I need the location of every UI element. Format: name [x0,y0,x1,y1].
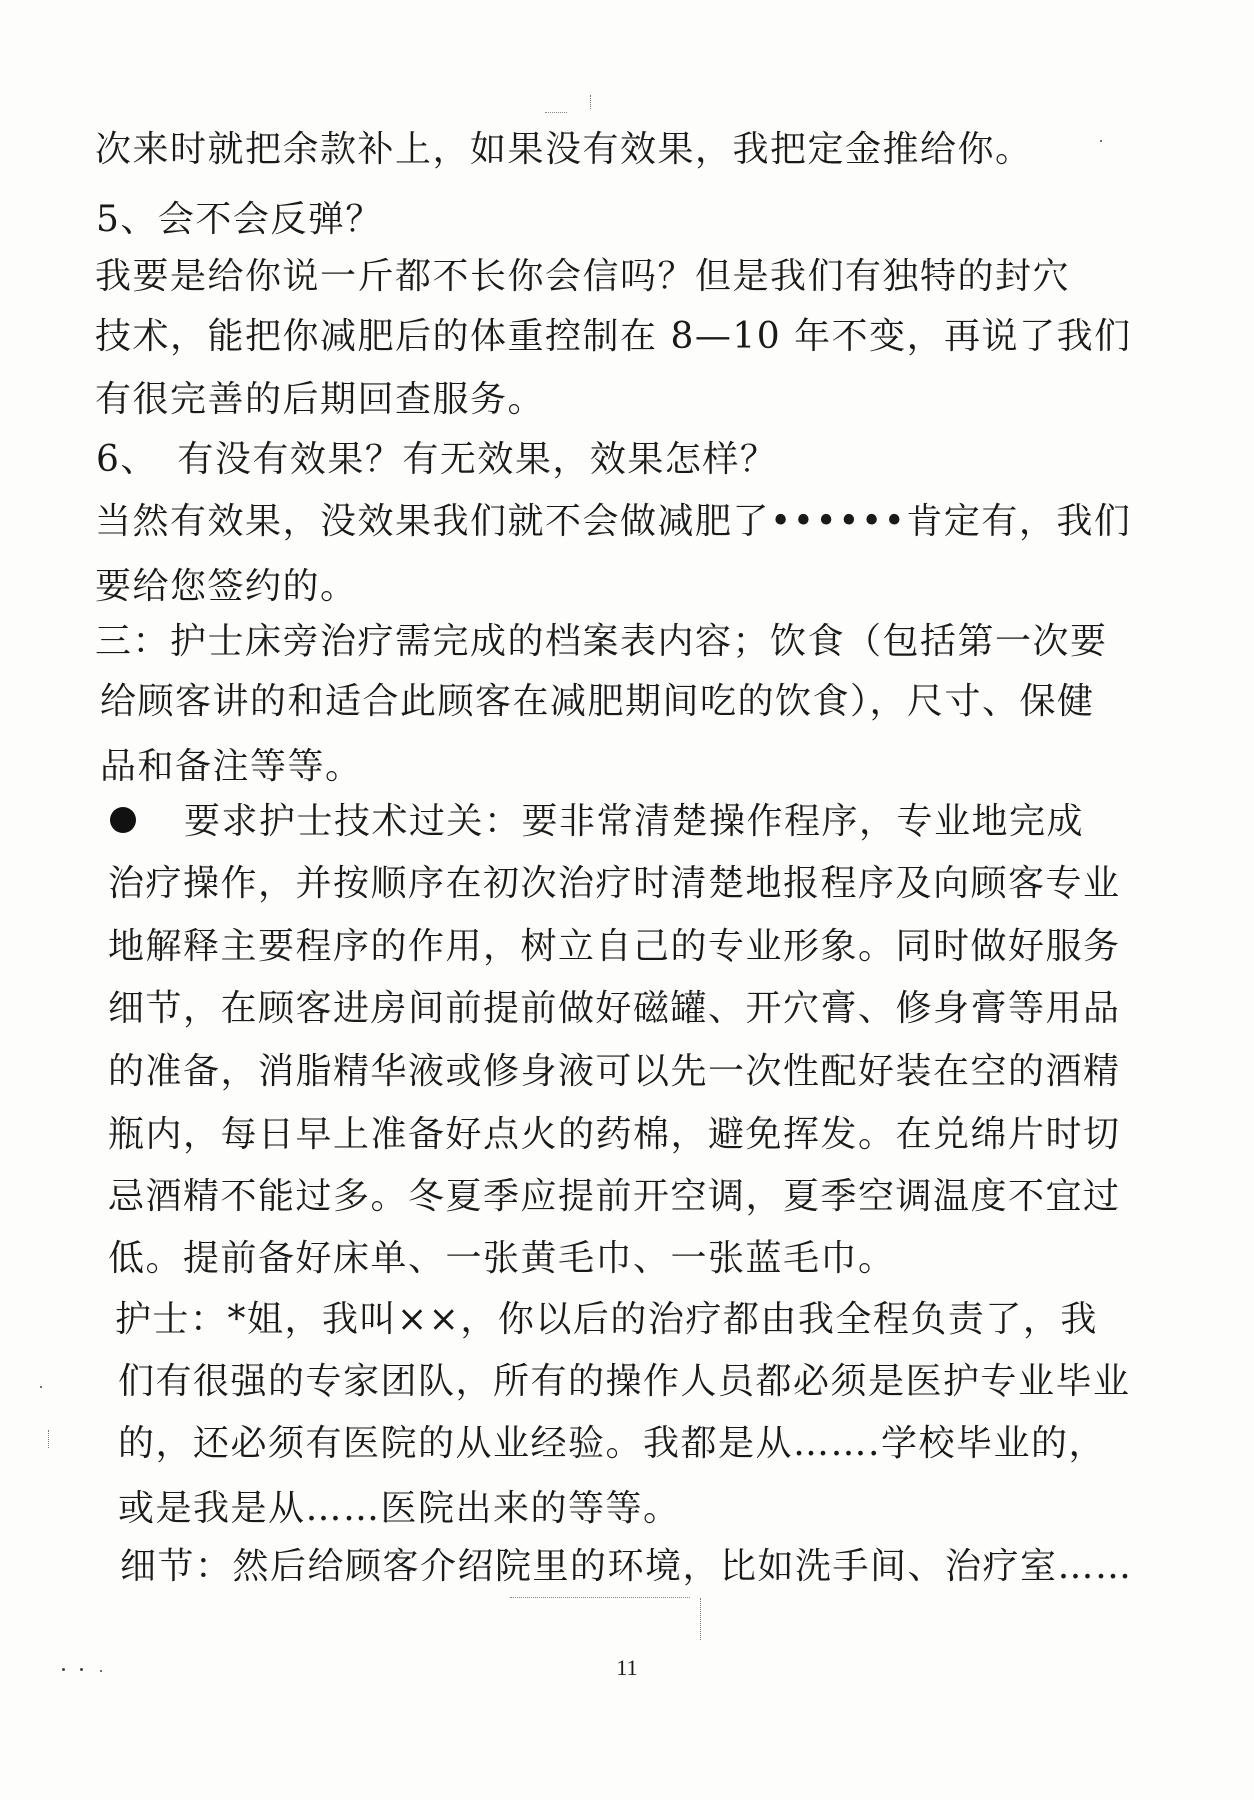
scan-speck [40,1386,42,1388]
scan-mark [48,1430,49,1448]
text-line: 细节：然后给顾客介绍院里的环境，比如洗手间、治疗室…… [120,1546,1133,1587]
text-line: 瓶内，每日早上准备好点火的药棉，避免挥发。在兑绵片时切 [108,1114,1121,1155]
text-line: 技术，能把你减肥后的体重控制在 8—10 年不变，再说了我们 [95,316,1132,357]
text-line: 次来时就把余款补上，如果没有效果，我把定金推给你。 [95,129,1033,170]
text-line: 低。提前备好床单、一张黄毛巾、一张蓝毛巾。 [108,1238,896,1279]
scan-speck [1100,140,1102,142]
scan-mark [510,1597,690,1598]
text-line: 要求护士技术过关：要非常清楚操作程序，专业地完成 [184,801,1085,842]
page-number: 11 [616,1655,638,1680]
text-line: 忌酒精不能过多。冬夏季应提前开空调，夏季空调温度不宜过 [108,1176,1121,1217]
heading-question-6: 6、 有没有效果？有无效果，效果怎样？ [96,439,778,480]
scan-mark [700,1598,701,1640]
text-line: 我要是给你说一斤都不长你会信吗？但是我们有独特的封穴 [95,256,1071,297]
scan-mark [590,95,591,109]
text-line: 有很完善的后期回查服务。 [95,379,546,420]
text-line: 要给您签约的。 [95,566,358,607]
text-line: 当然有效果，没效果我们就不会做减肥了••••••肯定有，我们 [95,501,1132,542]
heading-question-5: 5、会不会反弹？ [96,199,383,240]
text-line: 或是我是从……医院出来的等等。 [118,1488,681,1529]
bullet-icon [110,807,136,833]
text-line: 细节，在顾客进房间前提前做好磁罐、开穴膏、修身膏等用品 [108,988,1121,1029]
text-line: 地解释主要程序的作用，树立自己的专业形象。同时做好服务 [108,926,1121,967]
text-line: 品和备注等等。 [100,746,363,787]
section-three-heading: 三：护士床旁治疗需完成的档案表内容；饮食（包括第一次要 [95,621,1108,662]
text-line: 的准备，消脂精华液或修身液可以先一次性配好装在空的酒精 [108,1051,1121,1092]
text-line: 治疗操作，并按顺序在初次治疗时清楚地报程序及向顾客专业 [108,863,1121,904]
text-line: 们有很强的专家团队，所有的操作人员都必须是医护专业毕业 [118,1361,1131,1402]
text-line: 的，还必须有医院的从业经验。我都是从…….学校毕业的， [118,1423,1106,1464]
scan-mark [545,112,567,113]
text-line: 护士：*姐，我叫××，你以后的治疗都由我全程负责了，我 [115,1299,1098,1340]
bullet-paragraph-start [108,800,1084,844]
text-line: 给顾客讲的和适合此顾客在减肥期间吃的饮食），尺寸、保健 [100,681,1095,722]
